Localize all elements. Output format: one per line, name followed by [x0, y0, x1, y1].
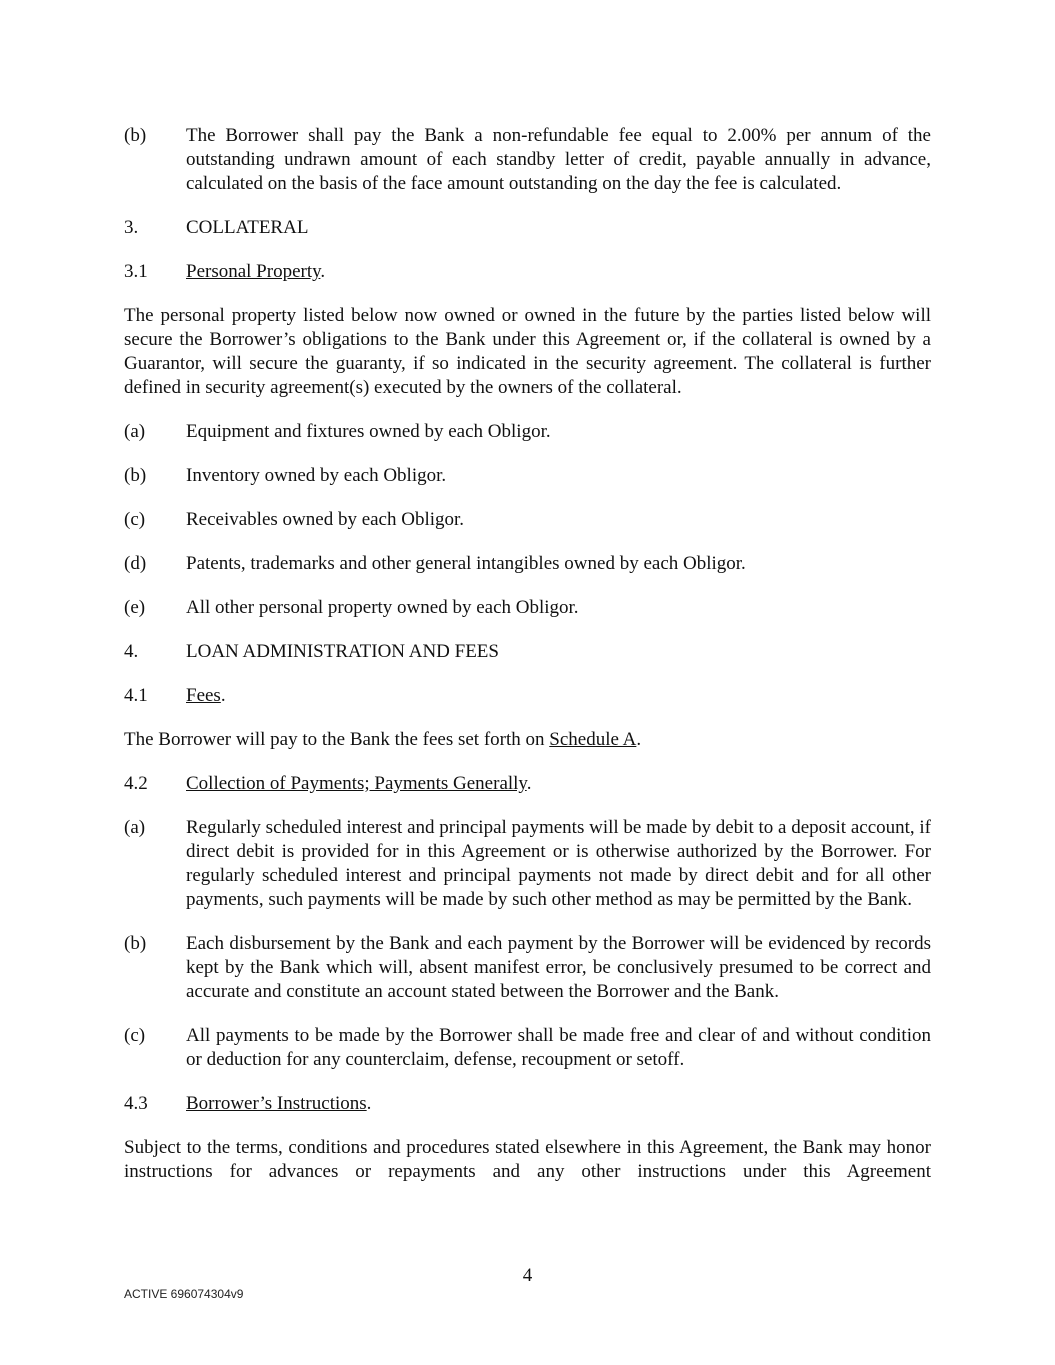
- item-label: (d): [124, 553, 147, 574]
- section-4-2-heading: [124, 772, 931, 796]
- schedule-a-reference: Schedule A: [549, 729, 637, 750]
- section-number: 3.: [124, 217, 139, 238]
- section-3-heading: [124, 216, 931, 240]
- collateral-intro-paragraph: The personal property listed below now owned or owned in the future by the parties listed below will secure the Borrower’s obligations to the Bank under this Agreement or, if the collateral is owned by a Guarantor, will secure the guaranty, if so indicated in the security agreement. The collateral is further defined in security agreement(s) executed by the owners of the collateral.: [124, 305, 931, 398]
- collateral-item: [124, 420, 931, 444]
- collateral-item: [124, 596, 931, 620]
- section-title: Personal Property: [186, 261, 321, 282]
- instructions-paragraph: Subject to the terms, conditions and procedures stated elsewhere in this Agreement, the Bank may honor instructions for advances or repayments and any other instructions under this Agreement: [124, 1137, 931, 1182]
- payment-item: [124, 816, 931, 912]
- collateral-item: [124, 464, 931, 488]
- section-title: Borrower’s Instructions: [186, 1093, 367, 1114]
- item-text: Patents, trademarks and other general intangibles owned by each Obligor.: [186, 553, 746, 574]
- section-title: COLLATERAL: [186, 217, 309, 238]
- document-page: [124, 124, 931, 1204]
- item-label: (c): [124, 509, 146, 530]
- fees-paragraph: [124, 728, 931, 752]
- fees-text-before: The Borrower will pay to the Bank the fees set forth on: [124, 729, 550, 750]
- item-label: (a): [124, 421, 146, 442]
- item-label: (a): [124, 817, 146, 838]
- section-4-1-heading: [124, 684, 931, 708]
- section-title-suffix: .: [320, 261, 326, 282]
- section-title-suffix: .: [366, 1093, 372, 1114]
- item-text: Regularly scheduled interest and principal payments will be made by debit to a deposit account, if direct debit is provided for in this Agreement or is otherwise authorized by the Borrower. For regularly scheduled interest and principal payments not made by direct debit and for all other payments, such payments will be made by such other method as may be permitted by the Bank.: [186, 817, 932, 910]
- payment-item: [124, 932, 931, 1004]
- item-text: All payments to be made by the Borrower shall be made free and clear of and without condition or deduction for any counterclaim, defense, recoupment or setoff.: [186, 1025, 931, 1070]
- section-title-suffix: .: [220, 685, 226, 706]
- section-title: LOAN ADMINISTRATION AND FEES: [186, 641, 499, 662]
- section-number: 4.2: [124, 773, 148, 794]
- section-number: 4.3: [124, 1093, 148, 1114]
- section-3-1-heading: [124, 260, 931, 284]
- section-title-suffix: .: [526, 773, 532, 794]
- section-number: 4.1: [124, 685, 148, 706]
- fees-text-after: .: [636, 729, 642, 750]
- section-4-3-heading: [124, 1092, 931, 1116]
- item-text: Inventory owned by each Obligor.: [186, 465, 447, 486]
- section-number: 3.1: [124, 261, 148, 282]
- item-text: Equipment and fixtures owned by each Obligor.: [186, 421, 551, 442]
- item-text: All other personal property owned by each Obligor.: [186, 597, 579, 618]
- item-label: (b): [124, 465, 147, 486]
- paragraph-b-fee: [124, 124, 931, 196]
- item-label: (b): [124, 125, 147, 146]
- section-title: Fees: [186, 685, 221, 706]
- item-text: The Borrower shall pay the Bank a non-refundable fee equal to 2.00% per annum of the outstanding undrawn amount of each standby letter of credit, payable annually in advance, calculated on the basis of the face amount outstanding on the day the fee is calculated.: [186, 125, 931, 194]
- item-text: Receivables owned by each Obligor.: [186, 509, 465, 530]
- collateral-item: [124, 508, 931, 532]
- collateral-item: [124, 552, 931, 576]
- section-number: 4.: [124, 641, 139, 662]
- section-title: Collection of Payments; Payments Generally: [186, 773, 527, 794]
- section-4-heading: [124, 640, 931, 664]
- item-label: (b): [124, 933, 147, 954]
- item-label: (c): [124, 1025, 146, 1046]
- page-number: 4: [522, 1265, 533, 1286]
- item-text: Each disbursement by the Bank and each payment by the Borrower will be evidenced by records kept by the Bank which will, absent manifest error, be conclusively presumed to be correct and accurate and constitute an account stated between the Borrower and the Bank.: [186, 933, 931, 1002]
- item-label: (e): [124, 597, 146, 618]
- document-id: ACTIVE 696074304v9: [124, 1287, 244, 1301]
- payment-item: [124, 1024, 931, 1072]
